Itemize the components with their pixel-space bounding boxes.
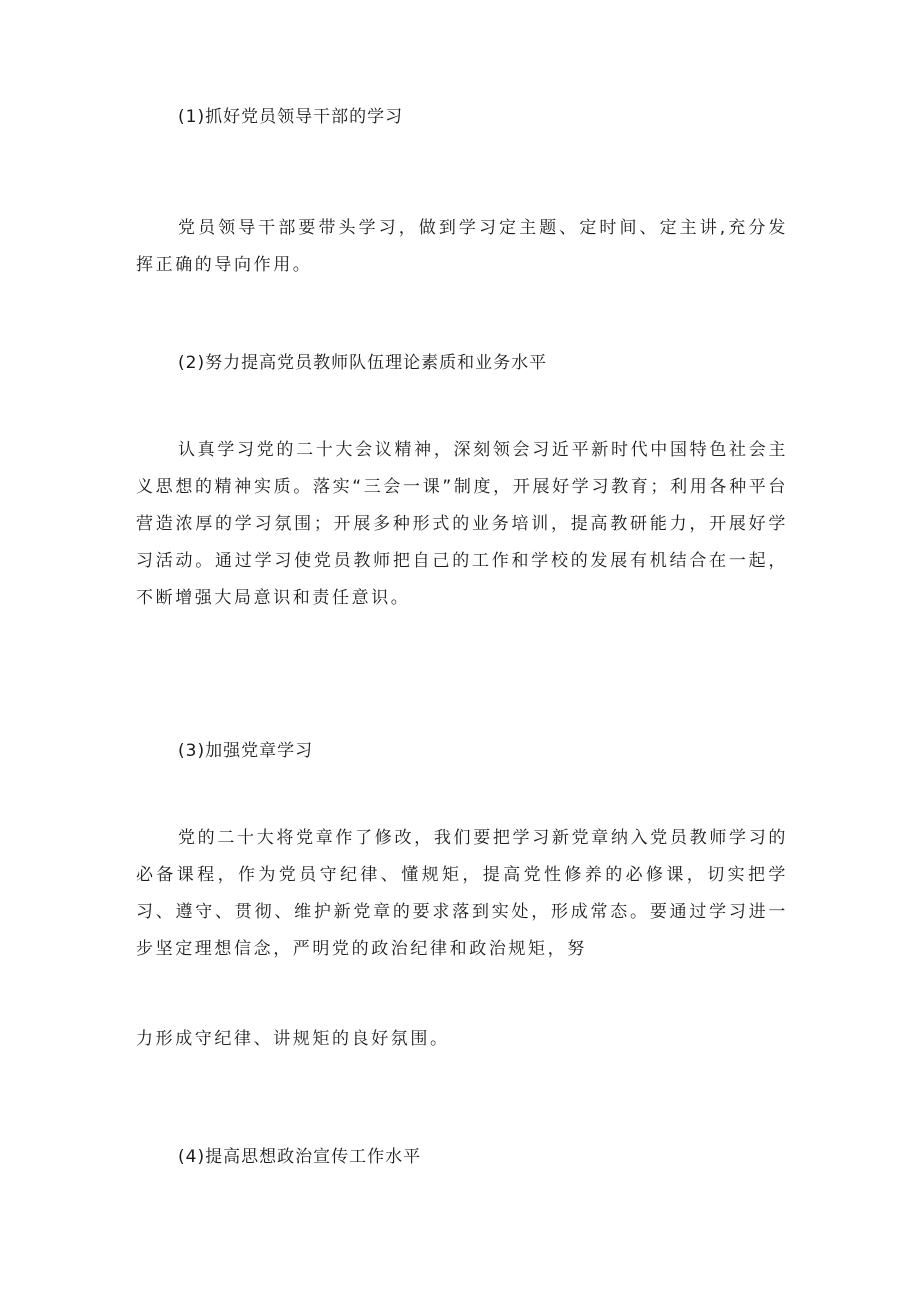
section-2-body: 认真学习党的二十大会议精神，深刻领会习近平新时代中国特色社会主义思想的精神实质。落实“三会一课”制度，开展好学习教育；利用各种平台营造浓厚的学习氛围；开展多种形式的业务培训，提高教研能力，开展好学习活动。通过学习使党员教师把自己的工作和学校的发展有机结合在一起，不断增强大局意识和责任意识。: [136, 440, 788, 608]
section-3-body: 党的二十大将党章作了修改，我们要把学习新党章纳入党员教师学习的必备课程，作为党员守纪律、懂规矩，提高党性修养的必修课，切实把学习、遵守、贯彻、维护新党章的要求落到实处，形成常态。要通过学习进一步坚定理想信念，严明党的政治纪律和政治规矩，努: [136, 828, 788, 959]
section-3-heading: (3)加强党章学习: [178, 741, 314, 761]
section-1-body: 党员领导干部要带头学习，做到学习定主题、定时间、定主讲,充分发挥正确的导向作用。: [136, 218, 788, 275]
section-3-continuation: 力形成守纪律、讲规矩的良好氛围。: [136, 1029, 450, 1049]
section-4-heading: (4)提高思想政治宣传工作水平: [178, 1147, 422, 1167]
section-2-heading: (2)努力提高党员教师队伍理论素质和业务水平: [178, 353, 548, 373]
section-1-heading: (1)抓好党员领导干部的学习: [178, 107, 404, 127]
